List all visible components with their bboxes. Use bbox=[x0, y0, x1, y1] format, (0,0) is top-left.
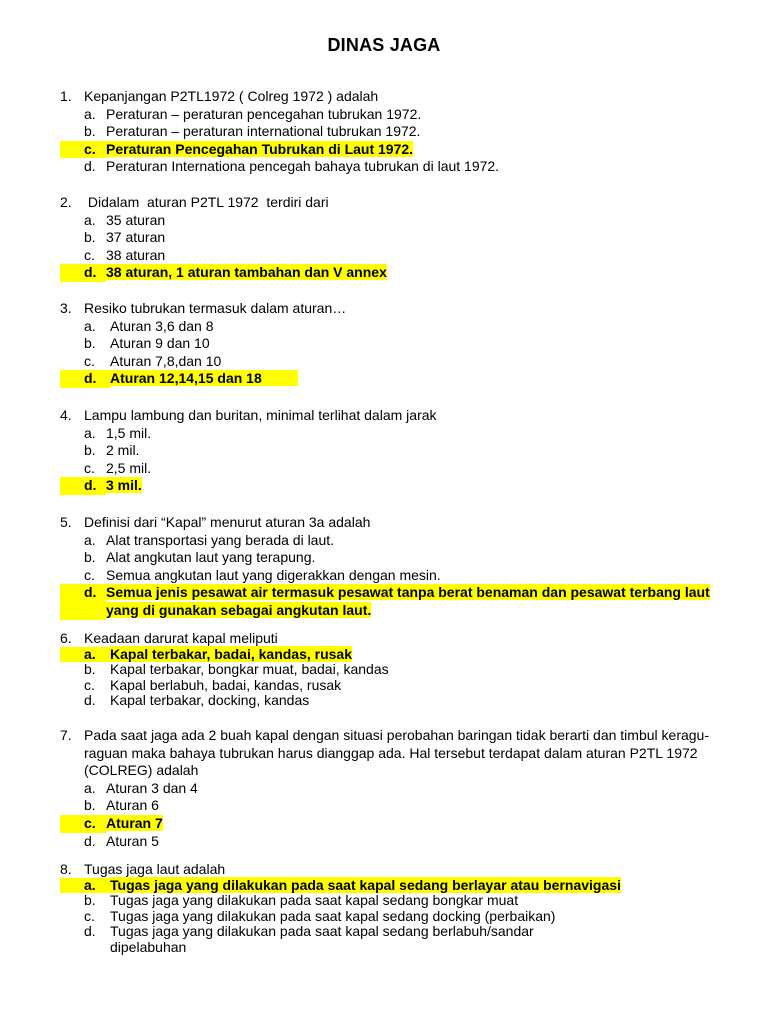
option-letter: b. bbox=[84, 123, 96, 140]
option-letter: c. bbox=[84, 246, 95, 263]
option-c bbox=[60, 909, 730, 925]
option-b bbox=[60, 893, 730, 909]
option-text: Aturan 3,6 dan 8 bbox=[110, 317, 214, 334]
option-letter: d. bbox=[84, 923, 96, 939]
option-text: Peraturan – peraturan pencegahan tubrukan 1972. bbox=[106, 105, 422, 122]
option-text: Aturan 5 bbox=[106, 832, 159, 849]
option-c bbox=[60, 567, 730, 585]
option-text: Tugas jaga yang dilakukan pada saat kapal sedang bongkar muat bbox=[110, 892, 519, 908]
option-text: Aturan 9 dan 10 bbox=[110, 335, 210, 352]
option-text: Kapal terbakar, badai, kandas, rusak bbox=[110, 645, 353, 662]
option-text: 2 mil. bbox=[106, 442, 140, 459]
option-d-correct bbox=[60, 584, 730, 619]
option-letter: c. bbox=[84, 907, 95, 924]
option-a bbox=[60, 318, 730, 336]
page-title: DINAS JAGA bbox=[327, 35, 441, 55]
option-letter: a. bbox=[84, 531, 96, 548]
question-3 bbox=[60, 300, 730, 388]
option-b bbox=[60, 662, 730, 678]
option-b bbox=[60, 335, 730, 353]
option-text: Peraturan Pencegahan Tubrukan di Laut 1972. bbox=[106, 140, 414, 157]
option-b bbox=[60, 229, 730, 247]
question-5 bbox=[60, 514, 730, 620]
option-letter: b. bbox=[84, 797, 96, 814]
option-letter: a. bbox=[60, 878, 110, 894]
option-b bbox=[60, 797, 730, 815]
option-letter: d. bbox=[84, 832, 96, 849]
question-2 bbox=[60, 194, 730, 282]
question-1 bbox=[60, 88, 730, 176]
option-a-correct bbox=[60, 647, 730, 663]
option-letter: a. bbox=[84, 317, 96, 334]
option-text: Aturan 7,8,dan 10 bbox=[110, 352, 222, 369]
option-text: Aturan 7 bbox=[106, 814, 163, 831]
option-text: Kapal terbakar, bongkar muat, badai, kandas bbox=[110, 661, 389, 677]
question-number: 7. bbox=[60, 727, 72, 743]
question-text: Kepanjangan P2TL1972 ( Colreg 1972 ) adalah bbox=[84, 88, 379, 104]
question-6 bbox=[60, 631, 730, 709]
option-c-correct bbox=[60, 815, 730, 833]
option-text: 3 mil. bbox=[106, 477, 142, 494]
option-letter: c. bbox=[84, 566, 95, 583]
option-letter: c. bbox=[84, 352, 95, 369]
question-text: Pada saat jaga ada 2 buah kapal dengan situasi perobahan baringan tidak berarti dan timbul keragu-raguan maka bahaya tubrukan harus dianggap ada. Hal tersebut terdapat dalam aturan P2TL 1972 (COLREG) adalah bbox=[84, 727, 709, 779]
option-text: Tugas jaga yang dilakukan pada saat kapal sedang berlayar atau bernavigasi bbox=[110, 876, 621, 893]
option-letter: c. bbox=[60, 815, 106, 833]
option-text: 38 aturan, 1 aturan tambahan dan V annex bbox=[106, 264, 387, 281]
option-a bbox=[60, 212, 730, 230]
question-text: Lampu lambung dan buritan, minimal terlihat dalam jarak bbox=[84, 407, 437, 423]
option-letter: d. bbox=[84, 158, 96, 175]
option-text: Tugas jaga yang dilakukan pada saat kapal sedang berlabuh/sandar dipelabuhan bbox=[110, 923, 534, 955]
option-d bbox=[60, 924, 730, 955]
option-text: Kapal terbakar, docking, kandas bbox=[110, 692, 310, 708]
question-number: 8. bbox=[60, 861, 72, 877]
option-text: Alat angkutan laut yang terapung. bbox=[106, 549, 316, 566]
option-d bbox=[60, 833, 730, 851]
option-letter: a. bbox=[84, 779, 96, 796]
option-letter: d. bbox=[60, 477, 106, 495]
option-text: Semua angkutan laut yang digerakkan dengan mesin. bbox=[106, 566, 441, 583]
option-c bbox=[60, 353, 730, 371]
option-text: 38 aturan bbox=[106, 246, 166, 263]
option-d bbox=[60, 158, 730, 176]
option-letter: a. bbox=[84, 424, 96, 441]
option-c bbox=[60, 460, 730, 478]
option-text: Semua jenis pesawat air termasuk pesawat tanpa berat benaman dan pesawat terbang laut yang di gunakan sebagai angkutan laut. bbox=[106, 584, 710, 618]
option-text: Alat transportasi yang berada di laut. bbox=[106, 531, 335, 548]
option-d-correct bbox=[60, 477, 730, 495]
option-letter: b. bbox=[84, 335, 96, 352]
option-a bbox=[60, 425, 730, 443]
option-text: Kapal berlabuh, badai, kandas, rusak bbox=[110, 676, 342, 693]
option-letter: a. bbox=[84, 105, 96, 122]
option-letter: b. bbox=[84, 549, 96, 566]
option-b bbox=[60, 123, 730, 141]
option-letter: a. bbox=[60, 647, 110, 663]
option-text: 37 aturan bbox=[106, 229, 166, 246]
question-number: 2. bbox=[60, 194, 72, 210]
question-text: Didalam aturan P2TL 1972 terdiri dari bbox=[84, 194, 329, 210]
option-letter: b. bbox=[84, 229, 96, 246]
option-letter: a. bbox=[84, 211, 96, 228]
option-letter: c. bbox=[60, 141, 106, 159]
question-number: 6. bbox=[60, 630, 72, 646]
option-text: Peraturan Internationa pencegah bahaya tubrukan di laut 1972. bbox=[106, 158, 500, 175]
question-text: Definisi dari “Kapal” menurut aturan 3a adalah bbox=[84, 514, 371, 530]
option-c bbox=[60, 247, 730, 265]
option-d bbox=[60, 693, 730, 709]
option-text: 1,5 mil. bbox=[106, 424, 152, 441]
option-letter: d. bbox=[84, 692, 96, 708]
option-text: Peraturan – peraturan international tubrukan 1972. bbox=[106, 123, 421, 140]
question-number: 5. bbox=[60, 514, 72, 530]
question-text: Resiko tubrukan termasuk dalam aturan… bbox=[84, 300, 347, 316]
option-letter: c. bbox=[84, 459, 95, 476]
option-d-correct bbox=[60, 370, 730, 388]
option-c-correct bbox=[60, 141, 730, 159]
question-4 bbox=[60, 407, 730, 495]
option-letter: b. bbox=[84, 661, 96, 677]
option-d-correct bbox=[60, 264, 730, 282]
option-b bbox=[60, 549, 730, 567]
question-number: 1. bbox=[60, 88, 72, 104]
option-text: Tugas jaga yang dilakukan pada saat kapal sedang docking (perbaikan) bbox=[110, 907, 556, 924]
option-a bbox=[60, 780, 730, 798]
option-letter: b. bbox=[84, 892, 96, 908]
question-text: Keadaan darurat kapal meliputi bbox=[84, 630, 278, 646]
question-text: Tugas jaga laut adalah bbox=[84, 861, 226, 877]
question-8 bbox=[60, 862, 730, 955]
option-text: Aturan 3 dan 4 bbox=[106, 779, 198, 796]
option-a-correct bbox=[60, 878, 730, 894]
option-b bbox=[60, 442, 730, 460]
option-letter: b. bbox=[84, 442, 96, 459]
question-number: 4. bbox=[60, 407, 72, 423]
option-text: Aturan 12,14,15 dan 18 bbox=[110, 370, 298, 386]
question-7 bbox=[60, 727, 730, 850]
option-letter: d. bbox=[60, 584, 106, 619]
option-letter: d. bbox=[60, 370, 110, 388]
option-c bbox=[60, 678, 730, 694]
question-number: 3. bbox=[60, 300, 72, 316]
option-letter: d. bbox=[60, 264, 106, 282]
option-letter: c. bbox=[84, 676, 95, 693]
option-text: 2,5 mil. bbox=[106, 459, 152, 476]
option-a bbox=[60, 532, 730, 550]
option-text: Aturan 6 bbox=[106, 797, 159, 814]
option-a bbox=[60, 106, 730, 124]
option-text: 35 aturan bbox=[106, 211, 166, 228]
